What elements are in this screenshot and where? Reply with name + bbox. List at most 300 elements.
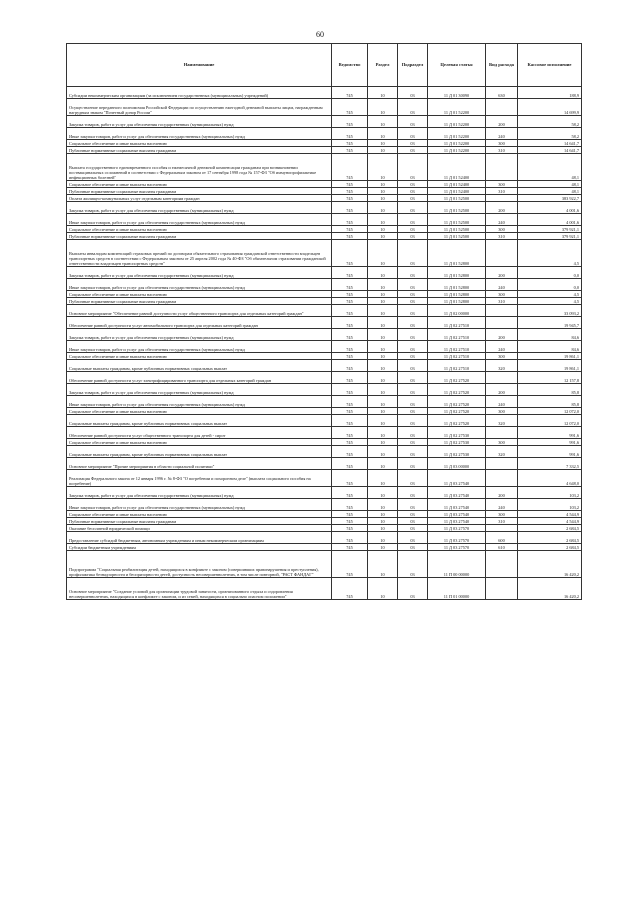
table-row bbox=[67, 544, 582, 551]
cell-name: Субсидии бюджетным учреждениям bbox=[67, 544, 332, 551]
cell-amount: 85,8 bbox=[518, 384, 582, 396]
cell-section: 10 bbox=[368, 240, 398, 267]
cell-department: 745 bbox=[332, 279, 368, 291]
cell-target: 11 Д 02 27520 bbox=[428, 408, 486, 415]
cell-department: 745 bbox=[332, 384, 368, 396]
cell-section: 10 bbox=[368, 487, 398, 499]
cell-name: Публичные нормативные социальные выплаты гражданам bbox=[67, 298, 332, 305]
cell-subsection: 03 bbox=[398, 233, 428, 240]
cell-department: 745 bbox=[332, 446, 368, 458]
cell-expense-type: 300 bbox=[486, 439, 518, 446]
cell-target: 11 П 00 00000 bbox=[428, 551, 486, 578]
cell-section: 10 bbox=[368, 341, 398, 353]
cell-amount: 383 922,7 bbox=[518, 195, 582, 202]
table-row bbox=[67, 470, 582, 487]
cell-expense-type: 310 bbox=[486, 233, 518, 240]
cell-amount: 33 093,2 bbox=[518, 305, 582, 317]
cell-name: Закупка товаров, работ и услуг для обеспечения государственных (муниципальных) нужд bbox=[67, 329, 332, 341]
cell-name: Социальные выплаты гражданам, кроме публичных нормативных социальных выплат bbox=[67, 415, 332, 427]
cell-department: 745 bbox=[332, 525, 368, 532]
table-row bbox=[67, 181, 582, 188]
cell-expense-type: 300 bbox=[486, 140, 518, 147]
cell-target: 11 Д 02 27510 bbox=[428, 360, 486, 372]
table-row bbox=[67, 341, 582, 353]
cell-expense-type: 200 bbox=[486, 116, 518, 128]
table-row bbox=[67, 511, 582, 518]
cell-expense-type bbox=[486, 154, 518, 181]
cell-target: 11 Д 03 00000 bbox=[428, 458, 486, 470]
cell-name: Социальное обеспечение и иные выплаты населению bbox=[67, 408, 332, 415]
cell-department: 745 bbox=[332, 470, 368, 487]
cell-section: 10 bbox=[368, 511, 398, 518]
table-row bbox=[67, 487, 582, 499]
table-row bbox=[67, 202, 582, 214]
table-row bbox=[67, 360, 582, 372]
cell-name: Основное мероприятие "Создание условий для организации трудовой занятости, организованного отдыха и оздоровления несовершеннолетних, находящихся в конфликте с законом, и из семей, находящихся в социально опасном положении" bbox=[67, 578, 332, 600]
cell-name: Закупка товаров, работ и услуг для обеспечения государственных (муниципальных) нужд bbox=[67, 384, 332, 396]
cell-subsection: 03 bbox=[398, 214, 428, 226]
cell-subsection: 03 bbox=[398, 470, 428, 487]
cell-department: 745 bbox=[332, 532, 368, 544]
cell-department: 745 bbox=[332, 396, 368, 408]
cell-amount: 19 861,1 bbox=[518, 360, 582, 372]
cell-section: 10 bbox=[368, 353, 398, 360]
cell-subsection: 03 bbox=[398, 439, 428, 446]
cell-department: 745 bbox=[332, 458, 368, 470]
cell-section: 10 bbox=[368, 99, 398, 116]
cell-name: Подпрограмма "Социальная реабилитация детей, находящихся в конфликте с законом (совершивших правонарушения и преступления), профилактика безнадзорности и беспризорности детей, доступность несовершеннолетних, в том числе повторной, "РАСТ ФАНДАГ" bbox=[67, 551, 332, 578]
cell-department: 745 bbox=[332, 551, 368, 578]
cell-subsection: 03 bbox=[398, 353, 428, 360]
cell-subsection: 03 bbox=[398, 458, 428, 470]
cell-name: Иные закупки товаров, работ и услуг для обеспечения государственных (муниципальных) нужд bbox=[67, 128, 332, 140]
cell-name: Закупка товаров, работ и услуг для обеспечения государственных (муниципальных) нужд bbox=[67, 267, 332, 279]
cell-subsection: 03 bbox=[398, 372, 428, 384]
cell-amount: 48,1 bbox=[518, 181, 582, 188]
cell-name: Публичные нормативные социальные выплаты гражданам bbox=[67, 147, 332, 154]
cell-department: 745 bbox=[332, 128, 368, 140]
table-row bbox=[67, 188, 582, 195]
cell-name: Публичные нормативные социальные выплаты гражданам bbox=[67, 233, 332, 240]
cell-expense-type bbox=[486, 372, 518, 384]
cell-department: 745 bbox=[332, 87, 368, 99]
cell-department: 745 bbox=[332, 154, 368, 181]
cell-subsection: 03 bbox=[398, 298, 428, 305]
cell-amount: 2 684,5 bbox=[518, 525, 582, 532]
cell-name: Иные закупки товаров, работ и услуг для обеспечения государственных (муниципальных) нужд bbox=[67, 396, 332, 408]
cell-department: 745 bbox=[332, 329, 368, 341]
cell-name: Оплата жилищно-коммунальных услуг отдельным категориям граждан bbox=[67, 195, 332, 202]
cell-target: 11 Д 03 27540 bbox=[428, 470, 486, 487]
cell-section: 10 bbox=[368, 214, 398, 226]
cell-expense-type bbox=[486, 317, 518, 329]
table-row bbox=[67, 551, 582, 578]
cell-expense-type: 240 bbox=[486, 128, 518, 140]
cell-name: Оказание бесплатной юридической помощи bbox=[67, 525, 332, 532]
cell-name: Реализация Федерального закона от 12 января 1996 г. № 8-ФЗ "О погребении и похоронном деле" (выплата социального пособия на погребение) bbox=[67, 470, 332, 487]
cell-subsection: 03 bbox=[398, 427, 428, 439]
cell-target: 11 Д 01 52500 bbox=[428, 214, 486, 226]
table-row bbox=[67, 291, 582, 298]
cell-subsection: 03 bbox=[398, 544, 428, 551]
cell-section: 10 bbox=[368, 140, 398, 147]
cell-subsection: 03 bbox=[398, 551, 428, 578]
table-header bbox=[67, 44, 582, 87]
cell-subsection: 03 bbox=[398, 511, 428, 518]
cell-subsection: 03 bbox=[398, 487, 428, 499]
table-row bbox=[67, 147, 582, 154]
cell-department: 745 bbox=[332, 415, 368, 427]
cell-target: 11 Д 03 27540 bbox=[428, 518, 486, 525]
cell-section: 10 bbox=[368, 116, 398, 128]
cell-expense-type bbox=[486, 427, 518, 439]
cell-expense-type bbox=[486, 99, 518, 116]
cell-name: Выплата государственного единовременного пособия и ежемесячной денежной компенсации гражданам при возникновении поствакцинальных осложнений в соответствии с Федеральным законом от 17 сентября 1998 года № 157-ФЗ "Об иммунопрофилактике инфекционных болезней" bbox=[67, 154, 332, 181]
cell-department: 745 bbox=[332, 427, 368, 439]
cell-department: 745 bbox=[332, 341, 368, 353]
cell-department: 745 bbox=[332, 116, 368, 128]
table-row bbox=[67, 578, 582, 600]
cell-section: 10 bbox=[368, 147, 398, 154]
cell-name: Обеспечение равной доступности услуг электрифицированного транспорта для отдельных категорий граждан bbox=[67, 372, 332, 384]
cell-amount: 379 921,1 bbox=[518, 233, 582, 240]
cell-name: Социальное обеспечение и иные выплаты населению bbox=[67, 226, 332, 233]
cell-department: 745 bbox=[332, 181, 368, 188]
cell-department: 745 bbox=[332, 487, 368, 499]
cell-subsection: 03 bbox=[398, 305, 428, 317]
cell-department: 745 bbox=[332, 226, 368, 233]
cell-expense-type bbox=[486, 195, 518, 202]
cell-section: 10 bbox=[368, 427, 398, 439]
header-subsection: Подраздел bbox=[398, 44, 428, 87]
cell-department: 745 bbox=[332, 233, 368, 240]
cell-name: Социальное обеспечение и иные выплаты населению bbox=[67, 511, 332, 518]
cell-expense-type: 300 bbox=[486, 353, 518, 360]
cell-expense-type: 240 bbox=[486, 396, 518, 408]
cell-target: 11 Д 01 52200 bbox=[428, 99, 486, 116]
cell-target: 11 Д 02 27510 bbox=[428, 353, 486, 360]
cell-subsection: 03 bbox=[398, 446, 428, 458]
cell-expense-type bbox=[486, 305, 518, 317]
cell-amount: 84,6 bbox=[518, 341, 582, 353]
cell-name: Социальное обеспечение и иные выплаты населению bbox=[67, 140, 332, 147]
cell-amount: 58,2 bbox=[518, 116, 582, 128]
table-row bbox=[67, 439, 582, 446]
cell-amount: 4 544,9 bbox=[518, 518, 582, 525]
table-row bbox=[67, 525, 582, 532]
cell-amount: 14 699,9 bbox=[518, 99, 582, 116]
table-row bbox=[67, 415, 582, 427]
cell-expense-type bbox=[486, 551, 518, 578]
cell-amount: 12 072,0 bbox=[518, 415, 582, 427]
cell-amount: 85,8 bbox=[518, 396, 582, 408]
cell-amount: 12 157,8 bbox=[518, 372, 582, 384]
cell-section: 10 bbox=[368, 532, 398, 544]
cell-amount: 0,0 bbox=[518, 279, 582, 291]
cell-target: 11 Д 01 52400 bbox=[428, 181, 486, 188]
table-row bbox=[67, 214, 582, 226]
cell-subsection: 03 bbox=[398, 329, 428, 341]
cell-expense-type: 240 bbox=[486, 341, 518, 353]
table-row bbox=[67, 305, 582, 317]
cell-amount: 14 641,7 bbox=[518, 140, 582, 147]
cell-target: 11 Д 02 27530 bbox=[428, 439, 486, 446]
cell-target: 11 Д 01 52800 bbox=[428, 279, 486, 291]
cell-target: 11 Д 01 52800 bbox=[428, 240, 486, 267]
cell-target: 11 Д 03 27540 bbox=[428, 499, 486, 511]
table-row bbox=[67, 372, 582, 384]
cell-expense-type bbox=[486, 525, 518, 532]
cell-expense-type bbox=[486, 470, 518, 487]
cell-subsection: 03 bbox=[398, 415, 428, 427]
cell-section: 10 bbox=[368, 544, 398, 551]
cell-section: 10 bbox=[368, 372, 398, 384]
cell-expense-type: 200 bbox=[486, 329, 518, 341]
cell-name: Социальное обеспечение и иные выплаты населению bbox=[67, 291, 332, 298]
cell-name: Субсидии некоммерческим организациям (за исключением государственных (муниципальных) учреждений) bbox=[67, 87, 332, 99]
cell-target: 11 Д 01 52800 bbox=[428, 291, 486, 298]
cell-target: 11 Д 01 52800 bbox=[428, 267, 486, 279]
table-row bbox=[67, 499, 582, 511]
cell-amount: 12 072,0 bbox=[518, 408, 582, 415]
header-name: Наименование bbox=[67, 44, 332, 87]
cell-amount: 991,6 bbox=[518, 446, 582, 458]
cell-expense-type: 320 bbox=[486, 446, 518, 458]
cell-name: Выплаты инвалидам компенсаций страховых премий по договорам обязательного страхования гражданской ответственности владельцев транспортных средств в соответствии с Федеральным законом от 25 апреля 2002 года № 40-ФЗ "Об обязательном страховании гражданской ответственности владельцев транспортных средств" bbox=[67, 240, 332, 267]
cell-amount: 58,2 bbox=[518, 128, 582, 140]
cell-target: 11 Д 02 27520 bbox=[428, 384, 486, 396]
table-row bbox=[67, 518, 582, 525]
cell-target: 11 П 01 00000 bbox=[428, 578, 486, 600]
cell-target: 11 Д 01 52400 bbox=[428, 188, 486, 195]
cell-section: 10 bbox=[368, 154, 398, 181]
cell-section: 10 bbox=[368, 188, 398, 195]
table-row bbox=[67, 267, 582, 279]
header-expense-type: Вид расхода bbox=[486, 44, 518, 87]
cell-subsection: 03 bbox=[398, 195, 428, 202]
cell-amount: 19 861,1 bbox=[518, 353, 582, 360]
cell-department: 745 bbox=[332, 511, 368, 518]
cell-section: 10 bbox=[368, 360, 398, 372]
cell-name: Публичные нормативные социальные выплаты гражданам bbox=[67, 518, 332, 525]
cell-target: 11 Д 01 52200 bbox=[428, 140, 486, 147]
cell-amount: 379 921,1 bbox=[518, 226, 582, 233]
cell-subsection: 03 bbox=[398, 116, 428, 128]
cell-subsection: 03 bbox=[398, 499, 428, 511]
cell-target: 11 Д 01 52200 bbox=[428, 128, 486, 140]
cell-subsection: 03 bbox=[398, 279, 428, 291]
table-row bbox=[67, 384, 582, 396]
cell-subsection: 03 bbox=[398, 188, 428, 195]
cell-expense-type: 240 bbox=[486, 499, 518, 511]
table-row bbox=[67, 329, 582, 341]
cell-target: 11 Д 03 27540 bbox=[428, 487, 486, 499]
cell-name: Обеспечение равной доступности услуг автомобильного транспорта для отдельных категорий граждан bbox=[67, 317, 332, 329]
cell-section: 10 bbox=[368, 518, 398, 525]
cell-subsection: 03 bbox=[398, 525, 428, 532]
cell-section: 10 bbox=[368, 384, 398, 396]
table-row bbox=[67, 396, 582, 408]
cell-section: 10 bbox=[368, 551, 398, 578]
cell-amount: 16 420,2 bbox=[518, 578, 582, 600]
cell-subsection: 03 bbox=[398, 518, 428, 525]
table-row bbox=[67, 99, 582, 116]
cell-subsection: 03 bbox=[398, 396, 428, 408]
cell-section: 10 bbox=[368, 499, 398, 511]
cell-target: 11 Д 01 30090 bbox=[428, 87, 486, 99]
cell-target: 11 Д 02 27510 bbox=[428, 329, 486, 341]
cell-name: Основное мероприятие "Прочие мероприятия в области социальной политики" bbox=[67, 458, 332, 470]
cell-section: 10 bbox=[368, 525, 398, 532]
cell-target: 11 Д 02 27520 bbox=[428, 396, 486, 408]
cell-target: 11 Д 01 52500 bbox=[428, 226, 486, 233]
cell-section: 10 bbox=[368, 439, 398, 446]
table-row bbox=[67, 226, 582, 233]
cell-name: Обеспечение равной доступности услуг общественного транспорта для детей - сирот bbox=[67, 427, 332, 439]
table-row bbox=[67, 195, 582, 202]
cell-name: Иные закупки товаров, работ и услуг для обеспечения государственных (муниципальных) нужд bbox=[67, 214, 332, 226]
cell-subsection: 03 bbox=[398, 226, 428, 233]
cell-expense-type: 300 bbox=[486, 511, 518, 518]
cell-subsection: 03 bbox=[398, 99, 428, 116]
cell-expense-type: 310 bbox=[486, 188, 518, 195]
table-row bbox=[67, 298, 582, 305]
table-row bbox=[67, 154, 582, 181]
cell-name: Иные закупки товаров, работ и услуг для обеспечения государственных (муниципальных) нужд bbox=[67, 341, 332, 353]
cell-department: 745 bbox=[332, 147, 368, 154]
cell-amount: 188,9 bbox=[518, 87, 582, 99]
cell-section: 10 bbox=[368, 267, 398, 279]
cell-subsection: 03 bbox=[398, 408, 428, 415]
cell-target: 11 Д 01 52500 bbox=[428, 233, 486, 240]
cell-expense-type: 600 bbox=[486, 532, 518, 544]
cell-department: 745 bbox=[332, 202, 368, 214]
cell-expense-type: 630 bbox=[486, 87, 518, 99]
table-row bbox=[67, 87, 582, 99]
cell-section: 10 bbox=[368, 226, 398, 233]
header-amount: Кассовое исполнение bbox=[518, 44, 582, 87]
cell-expense-type: 320 bbox=[486, 360, 518, 372]
cell-target: 11 Д 03 27570 bbox=[428, 532, 486, 544]
cell-amount: 4,5 bbox=[518, 240, 582, 267]
cell-subsection: 03 bbox=[398, 578, 428, 600]
cell-subsection: 03 bbox=[398, 341, 428, 353]
cell-name: Социальное обеспечение и иные выплаты населению bbox=[67, 181, 332, 188]
cell-section: 10 bbox=[368, 298, 398, 305]
cell-subsection: 03 bbox=[398, 360, 428, 372]
cell-expense-type: 200 bbox=[486, 384, 518, 396]
cell-expense-type: 310 bbox=[486, 147, 518, 154]
cell-subsection: 03 bbox=[398, 240, 428, 267]
cell-expense-type bbox=[486, 240, 518, 267]
cell-amount: 2 684,5 bbox=[518, 544, 582, 551]
cell-name: Основное мероприятие "Обеспечение равной доступности услуг общественного транспорта для отдельных категорий граждан" bbox=[67, 305, 332, 317]
cell-department: 745 bbox=[332, 267, 368, 279]
cell-department: 745 bbox=[332, 360, 368, 372]
cell-amount: 16 420,2 bbox=[518, 551, 582, 578]
cell-expense-type: 300 bbox=[486, 181, 518, 188]
cell-department: 745 bbox=[332, 214, 368, 226]
cell-expense-type: 240 bbox=[486, 279, 518, 291]
cell-amount: 48,1 bbox=[518, 188, 582, 195]
cell-department: 745 bbox=[332, 578, 368, 600]
cell-section: 10 bbox=[368, 470, 398, 487]
cell-department: 745 bbox=[332, 518, 368, 525]
cell-department: 745 bbox=[332, 188, 368, 195]
cell-department: 745 bbox=[332, 439, 368, 446]
cell-amount: 103,2 bbox=[518, 487, 582, 499]
cell-expense-type: 310 bbox=[486, 298, 518, 305]
table-row bbox=[67, 408, 582, 415]
cell-name: Социальные выплаты гражданам, кроме публичных нормативных социальных выплат bbox=[67, 446, 332, 458]
cell-name: Закупка товаров, работ и услуг для обеспечения государственных (муниципальных) нужд bbox=[67, 487, 332, 499]
cell-subsection: 03 bbox=[398, 128, 428, 140]
cell-amount: 0,0 bbox=[518, 267, 582, 279]
cell-name: Закупка товаров, работ и услуг для обеспечения государственных (муниципальных) нужд bbox=[67, 202, 332, 214]
cell-subsection: 03 bbox=[398, 202, 428, 214]
cell-section: 10 bbox=[368, 408, 398, 415]
cell-target: 11 Д 02 27520 bbox=[428, 415, 486, 427]
cell-name: Иные закупки товаров, работ и услуг для обеспечения государственных (муниципальных) нужд bbox=[67, 499, 332, 511]
header-target: Целевая статья bbox=[428, 44, 486, 87]
cell-department: 745 bbox=[332, 298, 368, 305]
cell-name: Социальное обеспечение и иные выплаты населению bbox=[67, 439, 332, 446]
cell-section: 10 bbox=[368, 202, 398, 214]
cell-subsection: 03 bbox=[398, 154, 428, 181]
table-row bbox=[67, 446, 582, 458]
cell-amount: 4 001,6 bbox=[518, 202, 582, 214]
cell-department: 745 bbox=[332, 353, 368, 360]
cell-target: 11 Д 02 27510 bbox=[428, 317, 486, 329]
cell-amount: 4 001,6 bbox=[518, 214, 582, 226]
cell-section: 10 bbox=[368, 181, 398, 188]
cell-name: Социальное обеспечение и иные выплаты населению bbox=[67, 353, 332, 360]
cell-department: 745 bbox=[332, 544, 368, 551]
cell-name: Социальные выплаты гражданам, кроме публичных нормативных социальных выплат bbox=[67, 360, 332, 372]
budget-execution-table bbox=[66, 43, 582, 600]
cell-subsection: 03 bbox=[398, 87, 428, 99]
cell-section: 10 bbox=[368, 195, 398, 202]
cell-department: 745 bbox=[332, 305, 368, 317]
cell-amount: 4 544,9 bbox=[518, 511, 582, 518]
cell-target: 11 Д 02 27510 bbox=[428, 341, 486, 353]
cell-subsection: 03 bbox=[398, 267, 428, 279]
header-section: Раздел bbox=[368, 44, 398, 87]
cell-amount: 991,6 bbox=[518, 439, 582, 446]
cell-department: 745 bbox=[332, 372, 368, 384]
cell-department: 745 bbox=[332, 195, 368, 202]
cell-name: Предоставление субсидий бюджетным, автономным учреждениям и иным некоммерческим организациям bbox=[67, 532, 332, 544]
cell-section: 10 bbox=[368, 396, 398, 408]
cell-amount: 4,5 bbox=[518, 291, 582, 298]
cell-amount: 4,5 bbox=[518, 298, 582, 305]
cell-target: 11 Д 01 52200 bbox=[428, 116, 486, 128]
table-row bbox=[67, 116, 582, 128]
cell-amount: 14 641,7 bbox=[518, 147, 582, 154]
cell-department: 745 bbox=[332, 317, 368, 329]
cell-section: 10 bbox=[368, 233, 398, 240]
cell-expense-type: 200 bbox=[486, 487, 518, 499]
cell-name: Осуществление переданного полномочия Российской Федерации по осуществлению ежегодной денежной выплаты лицам, награжденным нагрудным знаком "Почетный донор России" bbox=[67, 99, 332, 116]
cell-amount: 2 684,5 bbox=[518, 532, 582, 544]
cell-name: Закупка товаров, работ и услуг для обеспечения государственных (муниципальных) нужд bbox=[67, 116, 332, 128]
cell-subsection: 03 bbox=[398, 147, 428, 154]
cell-expense-type: 240 bbox=[486, 214, 518, 226]
table-row bbox=[67, 353, 582, 360]
cell-subsection: 03 bbox=[398, 384, 428, 396]
cell-target: 11 Д 02 27520 bbox=[428, 372, 486, 384]
table-row bbox=[67, 240, 582, 267]
